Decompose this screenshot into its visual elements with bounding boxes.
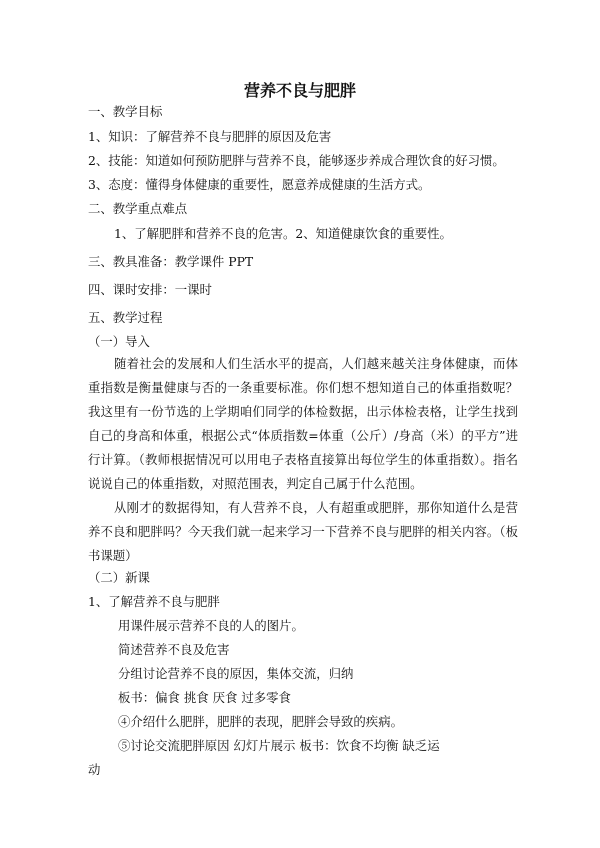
part-heading-new-lesson: （二）新课 (88, 570, 150, 585)
document-title: 营养不良与肥胖 (243, 81, 356, 100)
section-heading-process: 五、教学过程 (88, 310, 163, 325)
step-group-discussion: 分组讨论营养不良的原因，集体交流，归纳 (118, 666, 354, 681)
part-heading-introduction: （一）导入 (88, 334, 150, 349)
objective-attitude: 3、态度：懂得身体健康的重要性，愿意养成健康的生活方式。 (88, 177, 431, 192)
transition-paragraph: 从刚才的数据得知，有人营养不良，人有超重或肥胖，那你知道什么是营养不良和肥胖吗？今天我们就一起来学习一下营养不良与肥胖的相关内容。（板书课题） (88, 500, 518, 563)
step-introduce-obesity: ④介绍什么肥胖，肥胖的表现，肥胖会导致的疾病。 (118, 714, 403, 729)
section-heading-objectives: 一、教学目标 (88, 104, 163, 119)
step-discuss-obesity-causes: ⑤讨论交流肥胖原因 幻灯片展示 板书：饮食不均衡 缺乏运 (118, 738, 440, 753)
key-points-text: 1、了解肥胖和营养不良的危害。2、知道健康饮食的重要性。 (114, 226, 452, 241)
objective-knowledge: 1、知识：了解营养不良与肥胖的原因及危害 (88, 129, 332, 144)
step-discuss-continuation: 动 (88, 762, 101, 777)
section-schedule: 四、课时安排：一课时 (88, 282, 212, 297)
introduction-paragraph: 随着社会的发展和人们生活水平的提高，人们越来越关注身体健康，而体重指数是衡量健康与否的一条重要标准。你们想不想知道自己的体重指数呢？我这里有一份节选的上学期咱们同学的体检数据，出示体检表格，让学生找到自己的身高和体重，根据公式“体质指数=体重（公斤）/身高（米）的平方”进行计算。（教师根据情况可以用电子表格直接算出每位学生的体重指数）。指名说说自己的体重指数，对照范围表，判定自己属于什么范围。 (88, 356, 518, 491)
objective-skill: 2、技能：知道如何预防肥胖与营养不良，能够逐步养成合理饮食的好习惯。 (88, 153, 505, 168)
step-describe-harm: 简述营养不良及危害 (118, 642, 230, 657)
section-heading-key-points: 二、教学重点难点 (88, 201, 188, 216)
section-teaching-aids: 三、教具准备：教学课件 PPT (88, 254, 254, 269)
step-blackboard-notes: 板书：偏食 挑食 厌食 过多零食 (118, 690, 291, 705)
new-lesson-item-heading: 1、了解营养不良与肥胖 (88, 594, 220, 609)
step-show-pictures: 用课件展示营养不良的人的图片。 (118, 618, 304, 633)
